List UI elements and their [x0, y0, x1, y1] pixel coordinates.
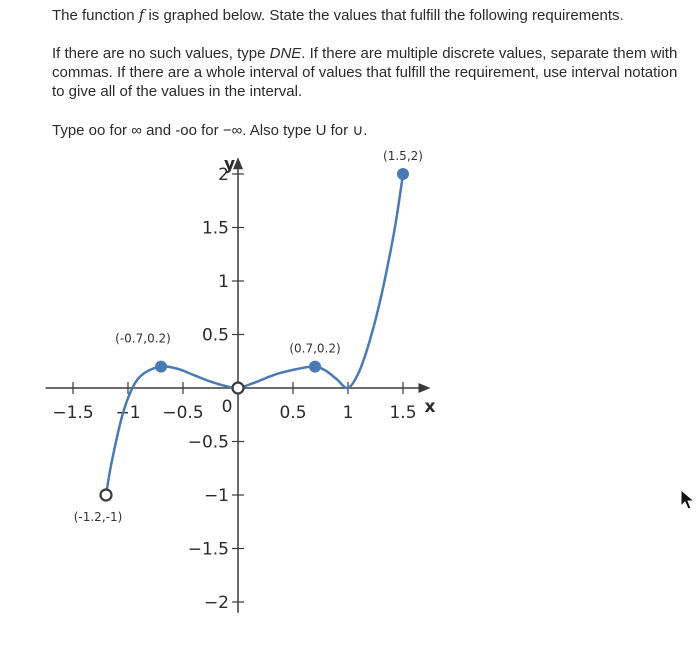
- point-label: (-1.2,-1): [73, 510, 123, 524]
- problem-statement: [52, 6, 692, 25]
- point-label: (0.7,0.2): [289, 341, 341, 356]
- union-symbol: ∪: [352, 122, 364, 139]
- mouse-cursor-icon: [680, 489, 696, 511]
- x-axis-arrow: [419, 383, 431, 393]
- closed-point: [310, 361, 321, 372]
- instructions-text-1: If there are no such values, type: [52, 45, 270, 62]
- origin-label: 0: [221, 397, 233, 417]
- y-tick-label: −1.5: [187, 539, 229, 560]
- y-axis-label: y: [224, 154, 236, 175]
- x-tick-label: 1: [342, 403, 354, 423]
- y-tick-label: 1.5: [201, 218, 229, 239]
- x-axis-label: x: [424, 397, 436, 417]
- point-label: (-0.7,0.2): [115, 331, 171, 346]
- point-label: (1.5,2): [383, 149, 423, 163]
- notation-text-4: .: [363, 122, 368, 139]
- x-tick-label: −0.5: [162, 403, 204, 423]
- open-point: [233, 383, 244, 394]
- y-tick-label: −1: [203, 486, 229, 506]
- x-tick-label: 1.5: [389, 403, 417, 423]
- infinity-symbol: ∞: [131, 122, 142, 139]
- tick-labels: [52, 154, 435, 613]
- x-tick-label: 0.5: [279, 403, 307, 423]
- statement-text-1: The function: [52, 7, 139, 24]
- y-tick-label: −0.5: [187, 432, 229, 453]
- x-tick-label: −1.5: [52, 403, 94, 423]
- instructions-text-2: . If there are multiple discrete values, separate them with commas. If there are a whole interval of values that fulfill the requirement, use interval notation to give all of the values in the interval.: [52, 45, 678, 100]
- notation-text-2: and -oo for: [141, 122, 223, 139]
- neg-infinity-symbol: −∞: [222, 122, 243, 139]
- open-point: [101, 490, 112, 501]
- function-symbol: f: [138, 6, 145, 24]
- dne-term: DNE: [269, 45, 302, 62]
- statement-text-2: is graphed below. State the values that fulfill the following requirements.: [144, 7, 624, 24]
- notation-text-3: . Also type U for: [242, 122, 353, 139]
- y-tick-label: 1: [218, 272, 229, 292]
- closed-point: [156, 361, 167, 372]
- function-graph: [0, 140, 460, 640]
- y-tick-label: −2: [203, 593, 229, 613]
- y-tick-label: 2: [218, 165, 229, 185]
- y-tick-label: 0.5: [201, 325, 229, 346]
- closed-point: [398, 169, 409, 180]
- notation-text-1: Type oo for: [52, 122, 132, 139]
- notation-instructions: [52, 121, 692, 140]
- x-tick-label: −1: [115, 403, 141, 423]
- instructions-paragraph: [52, 44, 692, 101]
